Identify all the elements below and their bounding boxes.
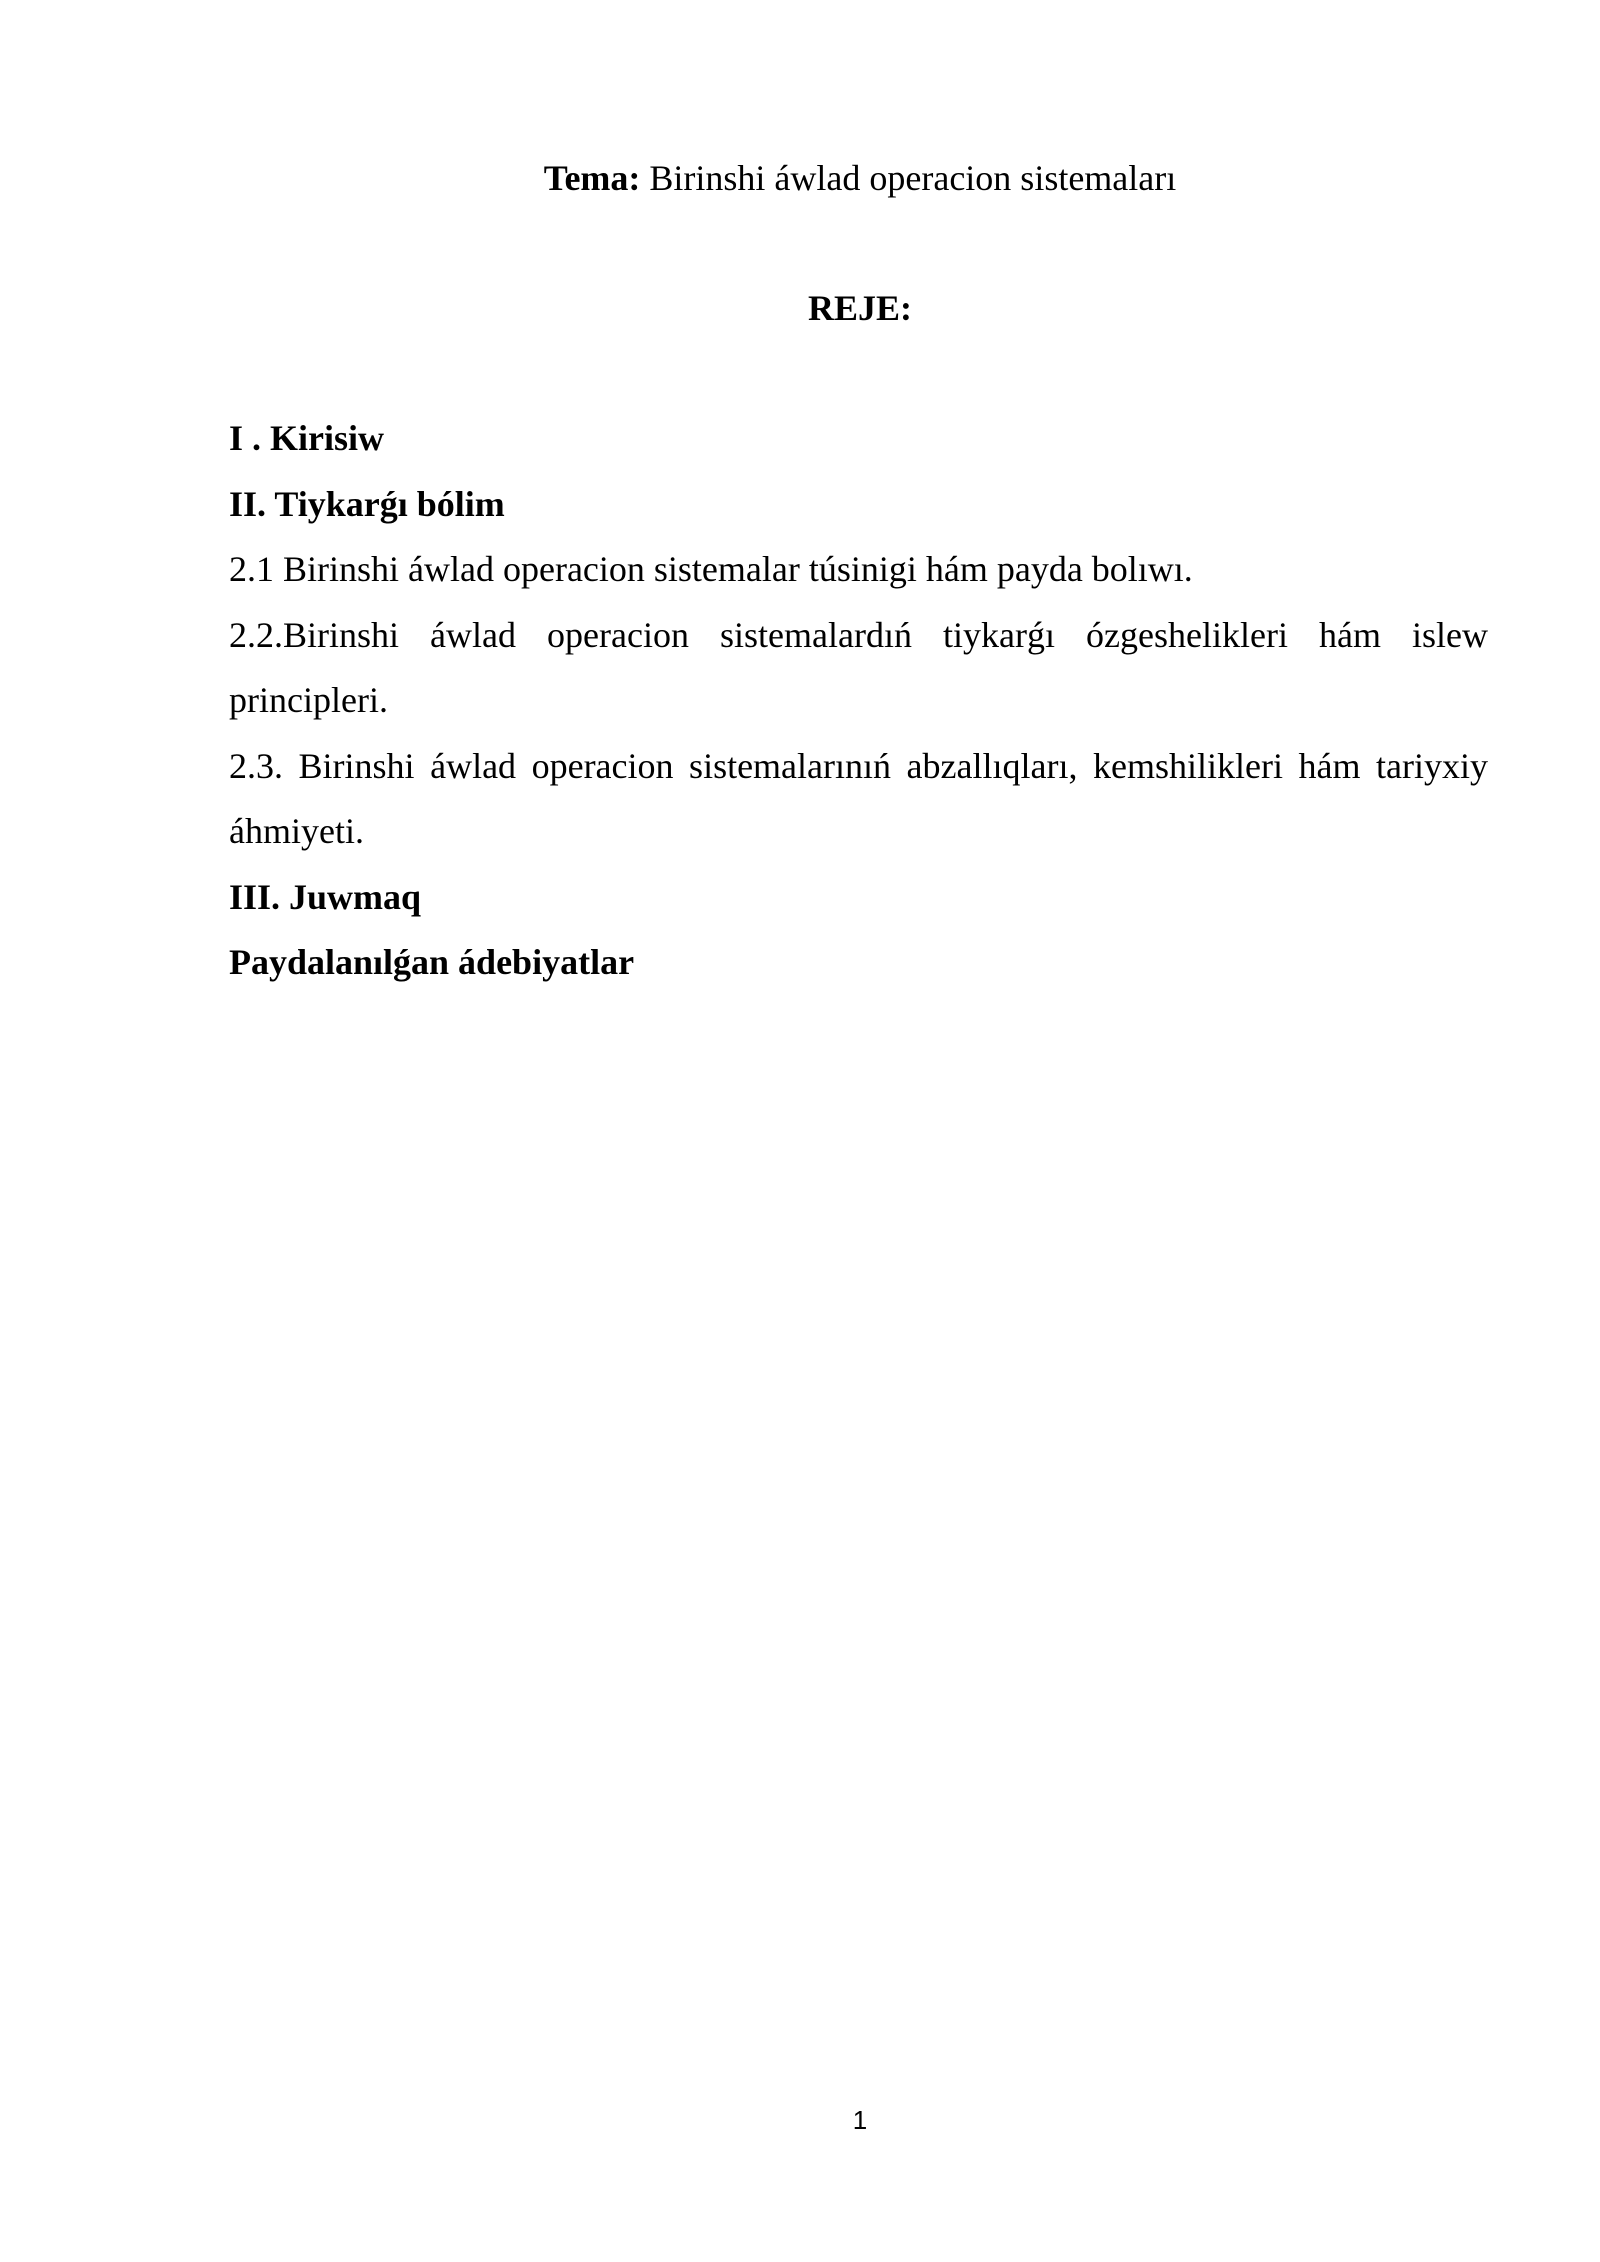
plan-item-main-part: II. Tiykarǵı bólim bbox=[229, 483, 505, 524]
plan-item-2-3: 2.3. Birinshi áwlad operacion sistemalarınıń abzallıqları, kemshilikleri hám tariyxiy áhmiyeti. bbox=[229, 745, 1488, 851]
plan-item-2-1: 2.1 Birinshi áwlad operacion sistemalar túsinigi hám payda bolıwı. bbox=[229, 549, 1193, 589]
page-number: 1 bbox=[852, 2105, 868, 2135]
plan-item-introduction: I . Kirisiw bbox=[229, 418, 385, 458]
plan-item-2-2: 2.2.Birinshi áwlad operacion sistemalardıń tiykarǵı ózgeshelikleri hám islew principleri. bbox=[229, 614, 1488, 720]
topic-title: Birinshi áwlad operacion sistemaları bbox=[640, 158, 1177, 198]
plan-list bbox=[229, 406, 1488, 996]
topic-label: Tema: bbox=[543, 158, 641, 198]
plan-item-references: Paydalanılǵan ádebiyatlar bbox=[229, 942, 635, 982]
topic-line bbox=[0, 148, 1600, 208]
plan-item-conclusion: III. Juwmaq bbox=[229, 876, 422, 917]
plan-heading: REJE: bbox=[807, 288, 912, 328]
